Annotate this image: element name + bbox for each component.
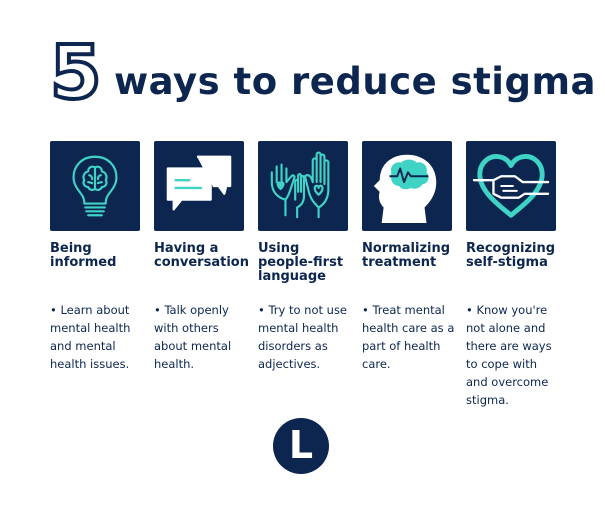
tile-people-first-language bbox=[258, 141, 348, 231]
tile-having-a-conversation bbox=[154, 141, 244, 231]
heading-recognizing-self-stigma: Recognizing self-stigma bbox=[466, 241, 556, 270]
body-having-a-conversation: • Talk openly with others about mental health. bbox=[154, 303, 232, 371]
title-number: 5 bbox=[50, 30, 102, 116]
column-having-a-conversation bbox=[154, 141, 249, 371]
column-people-first-language bbox=[258, 141, 352, 371]
body-normalizing-treatment: • Treat mental health care as a part of health care. bbox=[362, 303, 455, 371]
chat-bubbles-icon bbox=[160, 147, 238, 225]
title-row bbox=[50, 30, 596, 116]
heart-handshake-icon bbox=[472, 147, 550, 225]
raised-hands-icon bbox=[264, 147, 342, 225]
brand-logo-letter: L bbox=[288, 423, 314, 467]
tile-normalizing-treatment bbox=[362, 141, 452, 231]
lightbulb-brain-icon bbox=[56, 147, 134, 225]
tile-recognizing-self-stigma bbox=[466, 141, 556, 231]
body-recognizing-self-stigma: • Know you're not alone and there are ways to cope with and overcome stigma. bbox=[466, 303, 552, 407]
heading-normalizing-treatment: Normalizing treatment bbox=[362, 241, 451, 270]
column-normalizing-treatment bbox=[362, 141, 456, 371]
heading-people-first-language: Using people-first language bbox=[258, 241, 344, 284]
body-people-first-language: • Try to not use mental health disorders as adjectives. bbox=[258, 303, 348, 371]
tile-being-informed bbox=[50, 141, 140, 231]
heading-being-informed: Being informed bbox=[50, 241, 117, 270]
body-being-informed: • Learn about mental health and mental health issues. bbox=[50, 303, 131, 371]
heading-having-a-conversation: Having a conversation bbox=[154, 241, 249, 270]
page-title: ways to reduce stigma bbox=[114, 60, 596, 103]
brand-logo bbox=[273, 418, 329, 474]
column-being-informed bbox=[50, 141, 144, 371]
column-recognizing-self-stigma bbox=[466, 141, 560, 407]
head-brain-icon bbox=[368, 147, 446, 225]
